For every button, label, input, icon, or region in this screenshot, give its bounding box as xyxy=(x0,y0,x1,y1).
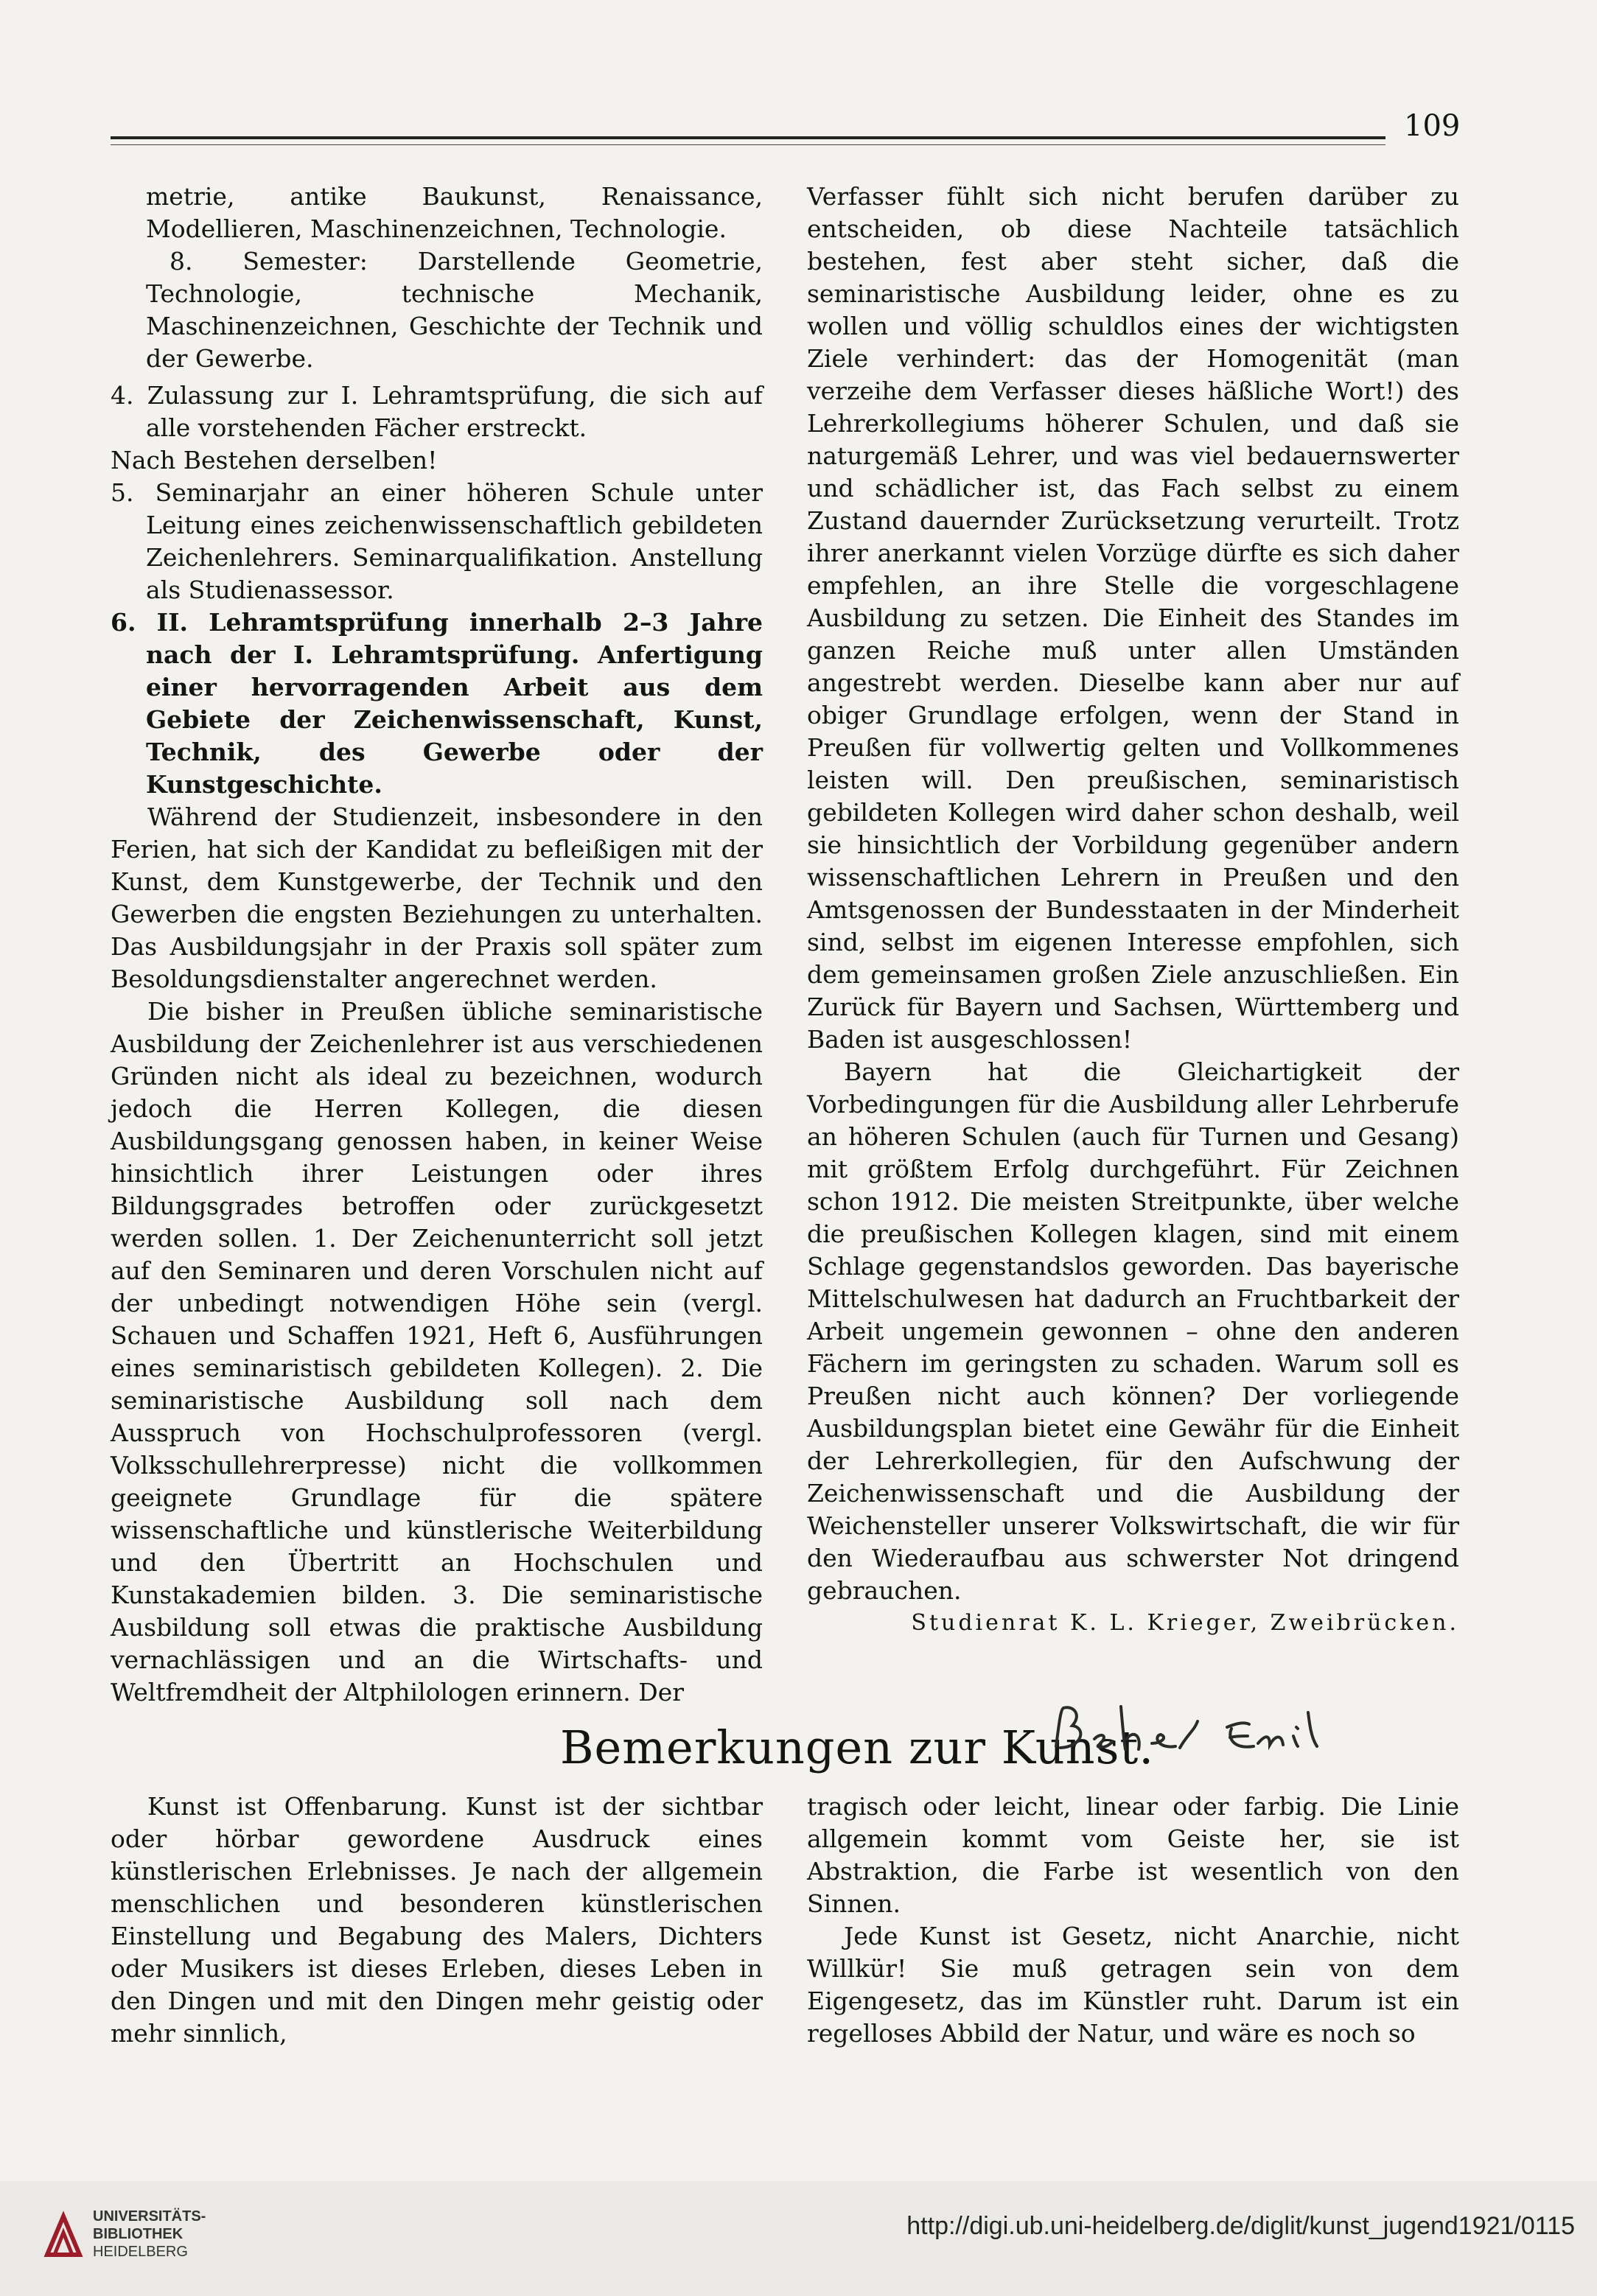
article-left-column xyxy=(111,1791,763,2050)
paragraph: Während der Studienzeit, insbesondere in den Ferien, hat sich der Kandidat zu befleißigen mit der Kunst, dem Kunstgewerbe, der Technik und den Gewerben die engsten Beziehungen zu unterhalten. Das Ausbildungsjahr in der Praxis soll später zum Besoldungsdienstalter angerechnet werden. xyxy=(111,802,763,993)
page-number: 109 xyxy=(1404,109,1461,143)
list-item: 6. II. Lehramtsprüfung innerhalb 2–3 Jahre nach der I. Lehramtsprüfung. Anfertigung einer hervorragenden Arbeit aus dem Gebiete der Zeichenwissenschaft, Kunst, Technik, des Gewerbe oder der Kunstgeschichte. xyxy=(111,608,763,799)
paragraph: Die bisher in Preußen übliche seminaristische Ausbildung der Zeichenlehrer ist aus verschiedenen Gründen nicht als ideal zu bezeichnen, wodurch jedoch die Herren Kollegen, die diesen Ausbildungsgang genossen haben, in keiner Weise hinsichtlich ihrer Leistungen oder ihres Bildungsgrades betroffen oder zurückgesetzt werden sollen. 1. Der Zeichenunterricht soll jetzt auf den Seminaren und deren Vorschulen nicht auf der unbedingt notwendigen Höhe sein (vergl. Schauen und Schaffen 1921, Heft 6, Ausführungen eines seminaristisch gebildeten Kollegen). 2. Die seminaristische Ausbildung soll nach dem Ausspruch von Hochschulprofessoren (vergl. Volksschullehrerpresse) nicht die vollkommen geeignete Grundlage für die spätere wissenschaftliche und künstlerische Weiterbildung und den Übertritt an Hochschulen und Kunstakademien bilden. 3. Die seminaristische Ausbildung soll etwas die praktische Ausbildung vernachlässigen und an die Wirtschafts- und Weltfremdheit der Altphilologen erinnern. Der xyxy=(111,997,763,1707)
logo-line: UNIVERSITÄTS- xyxy=(93,2208,206,2225)
logo-line: HEIDELBERG xyxy=(93,2244,188,2260)
article-title: Bemerkungen zur Kunst. xyxy=(560,1721,1155,1774)
paragraph: Bayern hat die Gleichartigkeit der Vorbedingungen für die Ausbildung aller Lehrberufe an höheren Schulen (auch für Turnen und Gesang) mit größtem Erfolg durchgeführt. Für Zeichnen schon 1912. Die meisten Streitpunkte, über welche die preußischen Kollegen klagen, sind mit einem Schlage gegenstandslos geworden. Das bayerische Mittelschulwesen hat dadurch an Fruchtbarkeit der Arbeit ungemein gewonnen – ohne den anderen Fächern im geringsten zu schaden. Warum soll es Preußen nicht auch können? Der vorliegende Ausbildungsplan bietet eine Gewähr für die Einheit der Lehrerkollegien, für den Aufschwung der Zeichenwissenschaft und die Ausbildung der Weichensteller unserer Volkswirtschaft, die wir für den Wiederaufbau aus schwerster Not dringend gebrauchen. xyxy=(807,1057,1459,1605)
library-logo-icon xyxy=(43,2211,84,2261)
list-item: 4. Zulassung zur I. Lehramtsprüfung, die sich auf alle vorstehenden Fächer erstreckt. xyxy=(111,381,763,442)
list-item: Nach Bestehen derselben! xyxy=(111,446,438,475)
logo-line: BIBLIOTHEK xyxy=(93,2226,184,2242)
list-item: 8. Semester: Darstellende Geometrie, Technologie, technische Mechanik, Maschinenzeichnen, Geschichte der Technik und der Gewerbe. xyxy=(146,247,763,373)
source-url[interactable]: http://digi.ub.uni-heidelberg.de/diglit/kunst_jugend1921/0115 xyxy=(906,2212,1575,2240)
paragraph: Jede Kunst ist Gesetz, nicht Anarchie, nicht Willkür! Sie muß getragen sein von dem Eigengesetz, das im Künstler ruht. Darum ist ein regelloses Abbild der Natur, und wäre es noch so xyxy=(807,1922,1459,2048)
paragraph: tragisch oder leicht, linear oder farbig. Die Linie allgemein kommt vom Geiste her, sie ist Abstraktion, die Farbe ist wesentlich von den Sinnen. xyxy=(807,1792,1459,1918)
handwritten-signature xyxy=(1050,1695,1433,1776)
right-column xyxy=(807,181,1459,1639)
list-item: 5. Seminarjahr an einer höheren Schule unter Leitung eines zeichenwissenschaftlich gebildeten Zeichenlehrers. Seminarqualifikation. Anstellung als Studienassessor. xyxy=(111,478,763,604)
left-column xyxy=(111,181,763,1709)
article-right-column xyxy=(807,1791,1459,2050)
author-signoff: Studienrat K. L. Krieger, Zweibrücken. xyxy=(911,1610,1459,1636)
header-rule-thin xyxy=(111,144,1385,145)
paragraph: Verfasser fühlt sich nicht berufen darüber zu entscheiden, ob diese Nachteile tatsächlich bestehen, fest aber steht sicher, daß die seminaristische Ausbildung leider, ohne es zu wollen und völlig schuldlos eines der wichtigsten Ziele verhindert: das der Homogenität (man verzeihe dem Verfasser dieses häßliche Wort!) des Lehrerkollegiums höherer Schulen, und daß sie naturgemäß Lehrer, und was viel bedauernswerter und schädlicher ist, das Fach selbst zu einem Zustand dauernder Zurücksetzung verurteilt. Trotz ihrer anerkannt vielen Vorzüge dürfte es sich daher empfehlen, an ihre Stelle die vorgeschlagene Ausbildung zu setzen. Die Einheit des Standes im ganzen Reiche muß unter allen Umständen angestrebt werden. Dieselbe kann aber nur auf obiger Grundlage erfolgen, wenn der Stand in Preußen für vollwertig gelten und Vollkommenes leisten will. Den preußischen, seminaristisch gebildeten Kollegen wird daher schon deshalb, weil sie hinsichtlich der Vorbildung gegenüber andern wissenschaftlichen Lehrern in Preußen und den Amtsgenossen der Bundesstaaten in der Minderheit sind, selbst im eigenen Interesse empfohlen, sich dem gemeinsamen großen Ziele anzuschließen. Ein Zurück für Bayern und Sachsen, Württemberg und Baden ist ausgeschlossen! xyxy=(807,182,1459,1054)
list-item: metrie, antike Baukunst, Renaissance, Modellieren, Maschinenzeichnen, Technologie. xyxy=(146,182,763,243)
paragraph: Kunst ist Offenbarung. Kunst ist der sichtbar oder hörbar gewordene Ausdruck eines künstlerischen Erlebnisses. Je nach der allgemein menschlichen und besonderen künstlerischen Einstellung und Begabung des Malers, Dichters oder Musikers ist dieses Erleben, dieses Leben in den Dingen und mit den Dingen mehr geistig oder mehr sinnlich, xyxy=(111,1792,763,2048)
library-logo-text xyxy=(93,2208,206,2261)
header-rule xyxy=(111,136,1385,139)
